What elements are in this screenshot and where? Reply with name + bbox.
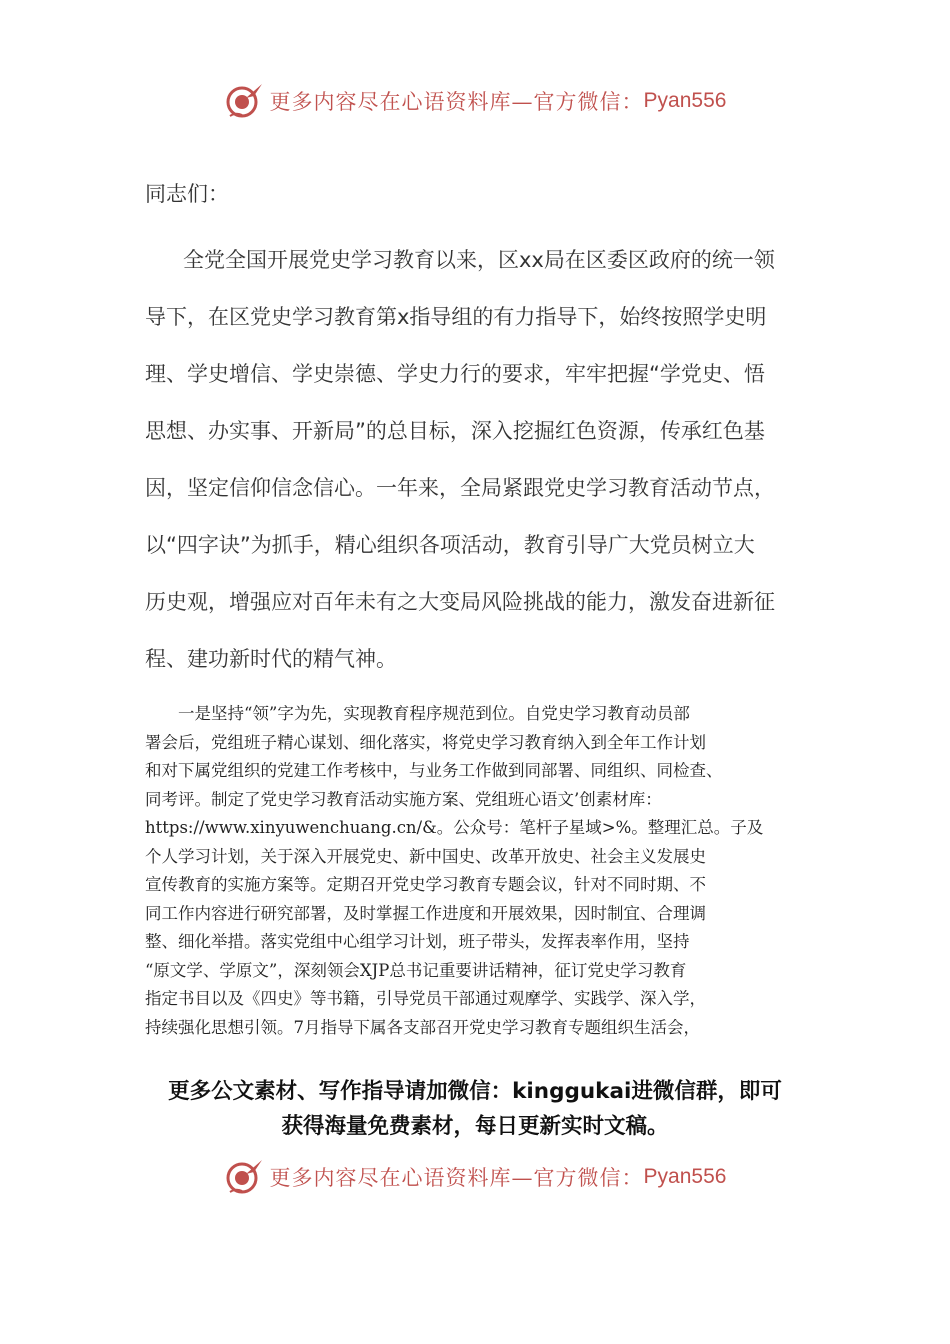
intro-line: 程、建功新时代的精气神。 xyxy=(145,647,397,671)
banner-wechat-id: Pyan556 xyxy=(643,89,727,112)
intro-line: 导下，在区党史学习教育第x指导组的有力指导下，始终按照学史明 xyxy=(145,305,767,329)
banner-text: 更多内容尽在心语资料库—官方微信： xyxy=(269,1166,644,1190)
intro-paragraph xyxy=(145,232,813,688)
intro-line: 以“四字诀”为抓手，精心组织各项活动，教育引导广大党员树立大 xyxy=(145,533,755,557)
body-paragraph xyxy=(145,700,813,1042)
body-line: 持续强化思想引领。7月指导下属各支部召开党史学习教育专题组织生活会， xyxy=(145,1017,700,1037)
intro-line: 全党全国开展党史学习教育以来，区xx局在区委区政府的统一领 xyxy=(183,248,775,272)
intro-line: 思想、办实事、开新局”的总目标，深入挖掘红色资源，传承红色基 xyxy=(145,419,765,443)
promo-line-1: 更多公文素材、写作指导请加微信：kinggukai进微信群，即可 xyxy=(168,1079,782,1104)
salutation: 同志们： xyxy=(145,182,229,206)
body-line: 署会后，党组班子精心谋划、细化落实，将党史学习教育纳入到全年工作计划 xyxy=(145,732,706,752)
body-line: 宣传教育的实施方案等。定期召开党史学习教育专题会议，针对不同时期、不 xyxy=(145,875,706,894)
header-banner xyxy=(0,82,950,120)
footer-banner xyxy=(0,1158,950,1196)
banner-text: 更多内容尽在心语资料库—官方微信： xyxy=(269,90,644,114)
intro-line: 历史观，增强应对百年未有之大变局风险挑战的能力，激发奋进新征 xyxy=(145,590,775,614)
banner-wechat-id: Pyan556 xyxy=(643,1165,727,1188)
body-line: “原文学、学原文”，深刻领会XJP总书记重要讲话精神，征订党史学习教育 xyxy=(145,960,687,980)
body-line: 指定书目以及《四史》等书籍，引导党员干部通过观摩学、实践学、深入学， xyxy=(145,989,706,1008)
body-line-url: https://www.xinyuwenchuang.cn/&。公众号：笔杆子星域>%。整理汇总。子及 xyxy=(145,818,764,837)
promo-notice xyxy=(0,1074,950,1144)
body-line: 个人学习计划，关于深入开展党史、新中国史、改革开放史、社会主义发展史 xyxy=(145,846,706,866)
body-line: 同工作内容进行研究部署，及时掌握工作进度和开展效果，因时制宜、合理调 xyxy=(145,903,706,923)
body-line: 整、细化举措。落实党组中心组学习计划，班子带头，发挥表率作用，坚持 xyxy=(145,932,690,951)
promo-line-2: 获得海量免费素材，每日更新实时文稿。 xyxy=(281,1114,669,1139)
body-line: 一是坚持“领”字为先，实现教育程序规范到位。自党史学习教育动员部 xyxy=(145,704,690,723)
quill-logo-icon xyxy=(224,82,264,120)
intro-line: 理、学史增信、学史崇德、学史力行的要求，牢牢把握“学党史、悟 xyxy=(145,362,765,386)
intro-line: 因，坚定信仰信念信心。一年来，全局紧跟党史学习教育活动节点， xyxy=(145,476,775,500)
quill-logo-icon xyxy=(224,1158,264,1196)
body-line: 同考评。制定了党史学习教育活动实施方案、党组班心语文’创素材库： xyxy=(145,789,662,809)
body-line: 和对下属党组织的党建工作考核中，与业务工作做到同部署、同组织、同检查、 xyxy=(145,761,723,780)
